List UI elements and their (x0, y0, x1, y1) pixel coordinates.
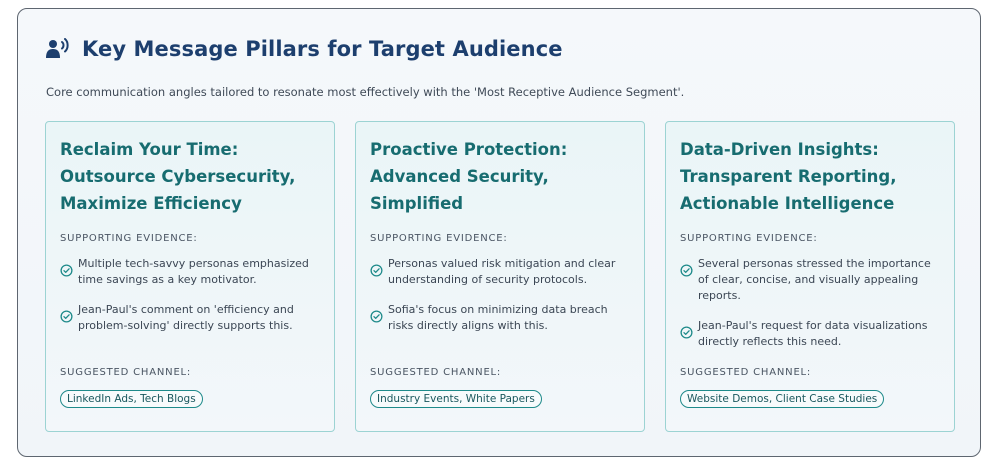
pillar-title: Proactive Protection: Advanced Security, Simplified (370, 140, 568, 213)
page-subtitle: Core communication angles tailored to resonate most effectively with the 'Most Receptive Audience Segment'. (46, 85, 685, 99)
speaker-person-icon (46, 38, 70, 60)
check-circle-icon (680, 326, 693, 339)
evidence-item (60, 302, 320, 334)
evidence-item (60, 256, 320, 288)
channel-label: SUGGESTED CHANNEL: (680, 367, 812, 378)
evidence-text: Personas valued risk mitigation and clear understanding of security protocols. (388, 257, 616, 286)
pillar-title: Reclaim Your Time: Outsource Cybersecurity, Maximize Efficiency (60, 140, 296, 213)
check-circle-icon (680, 264, 693, 277)
channel-label: SUGGESTED CHANNEL: (60, 367, 192, 378)
pillar-cards (45, 121, 955, 432)
pillar-title: Data-Driven Insights: Transparent Reporting, Actionable Intelligence (680, 140, 897, 213)
panel-header (46, 37, 563, 61)
evidence-label: SUPPORTING EVIDENCE: (60, 233, 198, 244)
evidence-label: SUPPORTING EVIDENCE: (370, 233, 508, 244)
evidence-text: Multiple tech-savvy personas emphasized time savings as a key motivator. (78, 257, 309, 286)
check-circle-icon (370, 310, 383, 323)
check-circle-icon (60, 310, 73, 323)
channel-chip[interactable]: Website Demos, Client Case Studies (680, 390, 884, 408)
evidence-item (370, 302, 630, 334)
pillar-card (665, 121, 955, 432)
evidence-list (370, 256, 630, 334)
evidence-item (680, 318, 940, 350)
channel-chip[interactable]: LinkedIn Ads, Tech Blogs (60, 390, 203, 408)
evidence-label: SUPPORTING EVIDENCE: (680, 233, 818, 244)
evidence-item (680, 256, 940, 304)
evidence-text: Several personas stressed the importance of clear, concise, and visually appealing reports. (698, 257, 931, 302)
pillar-card (45, 121, 335, 432)
message-pillars-panel (17, 8, 981, 457)
channel-chip[interactable]: Industry Events, White Papers (370, 390, 542, 408)
evidence-list (680, 256, 940, 350)
evidence-text: Jean-Paul's comment on 'efficiency and problem-solving' directly supports this. (78, 303, 294, 332)
channel-label: SUGGESTED CHANNEL: (370, 367, 502, 378)
pillar-card (355, 121, 645, 432)
check-circle-icon (60, 264, 73, 277)
check-circle-icon (370, 264, 383, 277)
evidence-text: Jean-Paul's request for data visualizations directly reflects this need. (698, 319, 928, 348)
evidence-item (370, 256, 630, 288)
page-title: Key Message Pillars for Target Audience (82, 37, 563, 61)
evidence-text: Sofia's focus on minimizing data breach risks directly aligns with this. (388, 303, 608, 332)
evidence-list (60, 256, 320, 334)
